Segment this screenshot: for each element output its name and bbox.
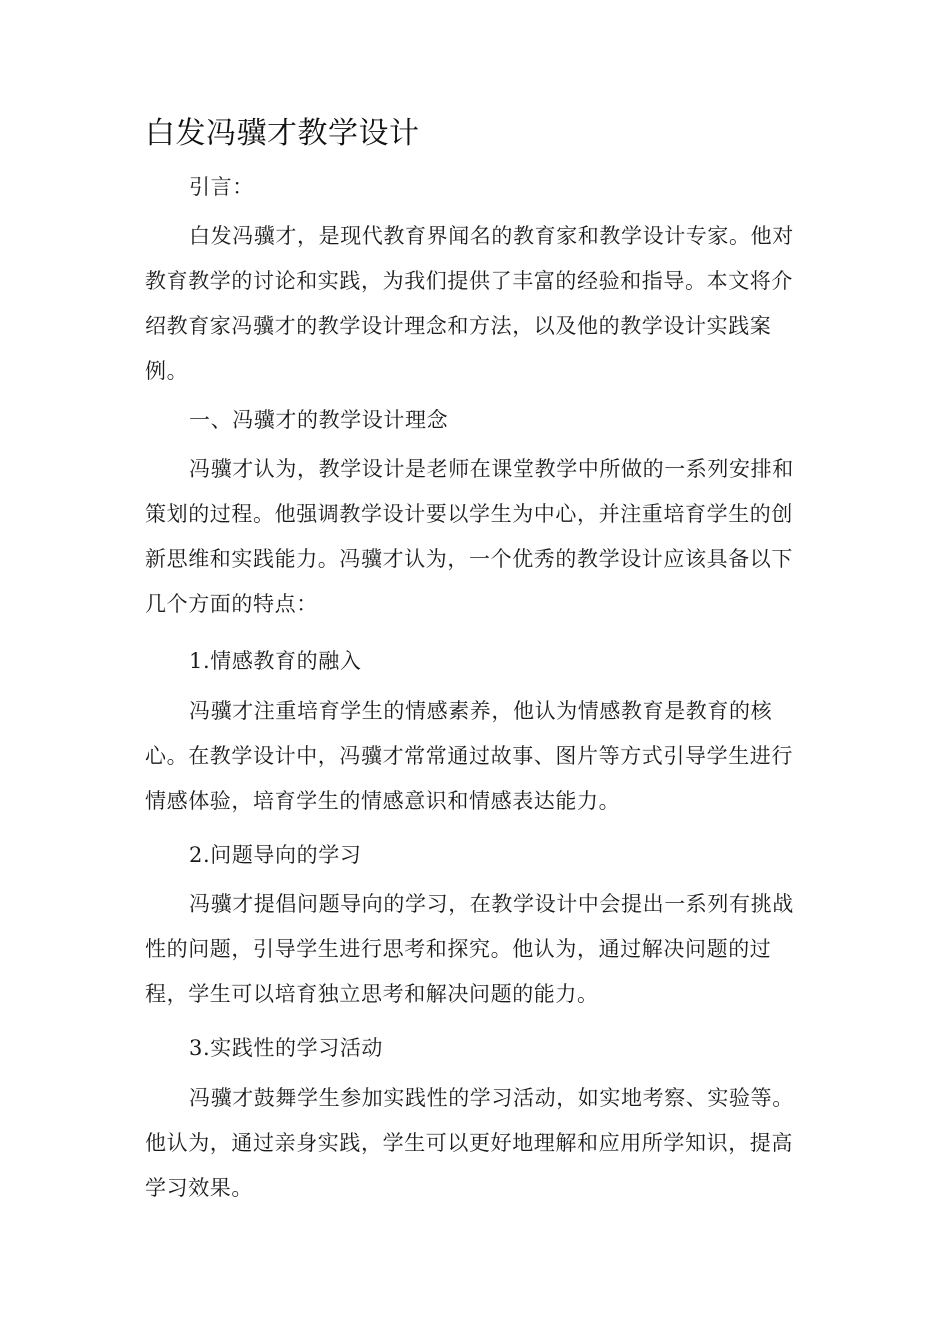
emotional-education-paragraph: 冯骥才注重培育学生的情感素养，他认为情感教育是教育的核心。在教学设计中，冯骥才常常通过故事、图片等方式引导学生进行情感体验，培育学生的情感意识和情感表达能力。 [145,699,793,813]
point-heading-practical-activities: 3.实践性的学习活动 [189,1036,384,1060]
problem-oriented-paragraph: 冯骥才提倡问题导向的学习，在教学设计中会提出一系列有挑战性的问题，引导学生进行思考和探究。他认为，通过解决问题的过程，学生可以培育独立思考和解决问题的能力。 [145,892,794,1006]
point-heading-problem-oriented: 2.问题导向的学习 [189,843,362,867]
point-heading-emotional-education: 1.情感教育的融入 [189,649,362,673]
document-title: 白发冯骥才教学设计 [145,116,420,151]
section-heading-philosophy: 一、冯骥才的教学设计理念 [189,408,449,432]
practical-activities-paragraph: 冯骥才鼓舞学生参加实践性的学习活动，如实地考察、实验等。他认为，通过亲身实践，学生可以更好地理解和应用所学知识，提高学习效果。 [145,1086,794,1200]
philosophy-paragraph: 冯骥才认为，教学设计是老师在课堂教学中所做的一系列安排和策划的过程。他强调教学设计要以学生为中心，并注重培育学生的创新思维和实践能力。冯骥才认为，一个优秀的教学设计应该具备以下几个方面的特点： [145,457,794,616]
intro-heading: 引言： [189,175,254,199]
intro-paragraph: 白发冯骥才，是现代教育界闻名的教育家和教学设计专家。他对教育教学的讨论和实践，为我们提供了丰富的经验和指导。本文将介绍教育家冯骥才的教学设计理念和方法，以及他的教学设计实践案例。 [145,224,794,383]
